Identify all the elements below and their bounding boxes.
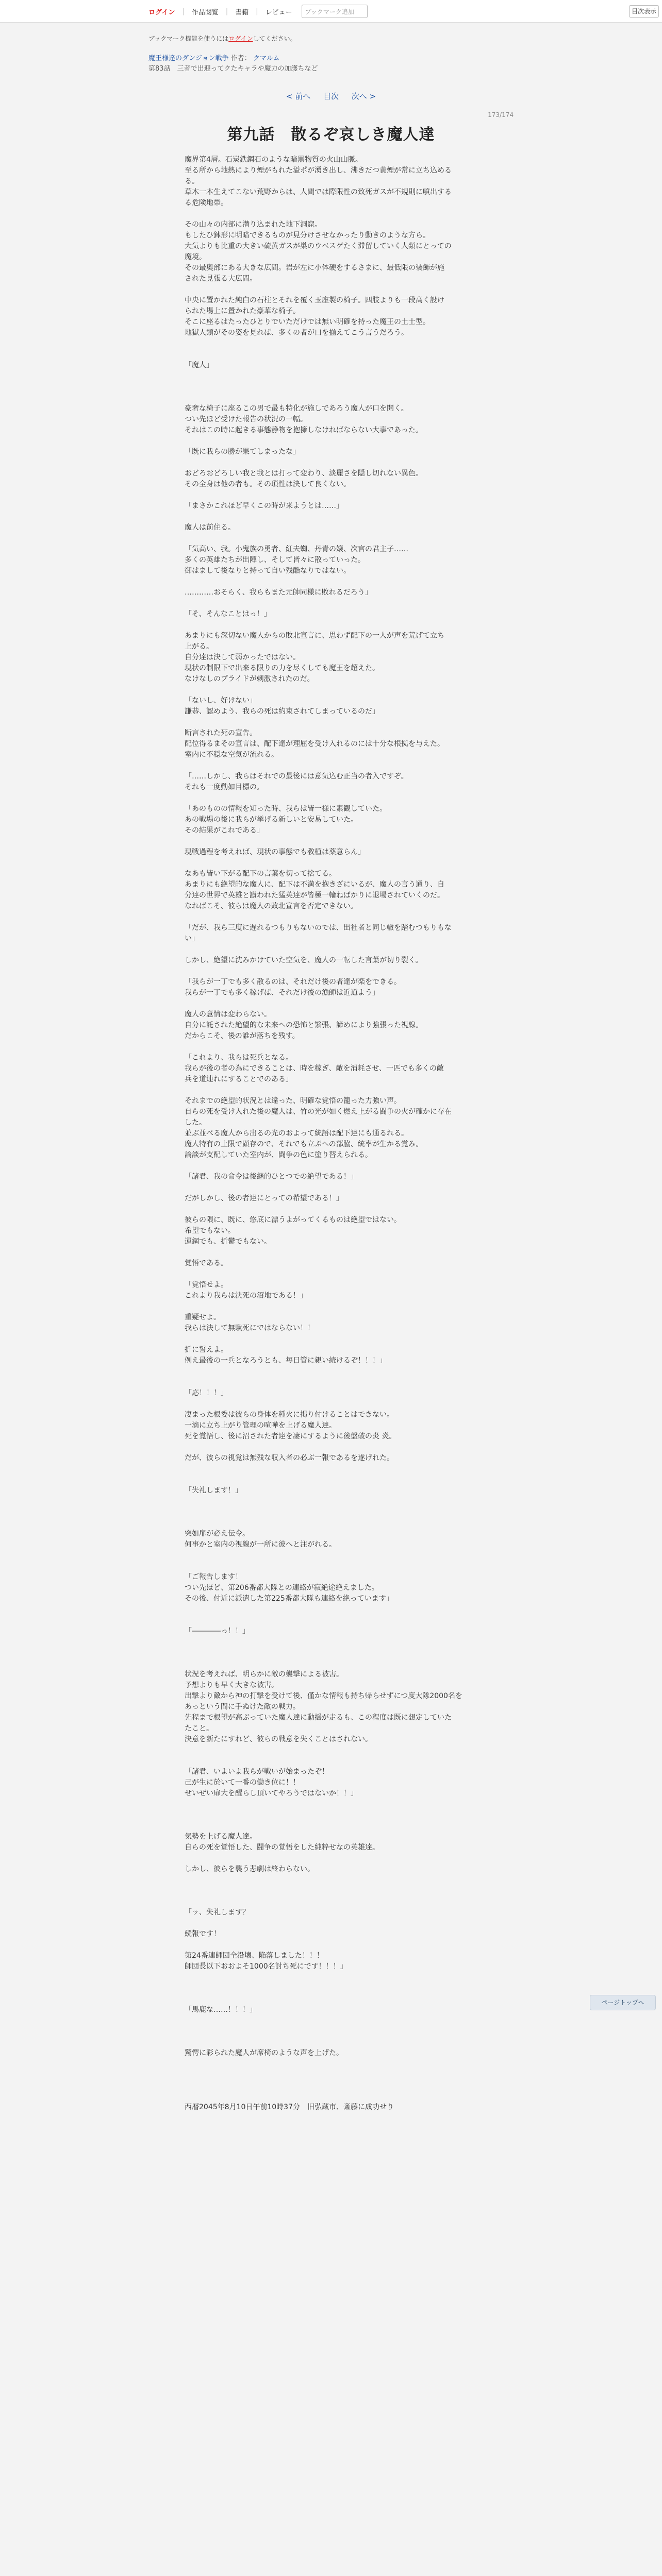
body-line: 魔人の意情は変わらない。 bbox=[185, 1010, 271, 1019]
body-line: なあも皆い下がる配下の言葉を切って捨てる。 bbox=[185, 870, 336, 878]
body-line: 何事かと室内の視線が一所に彼へと注がれる。 bbox=[185, 1540, 336, 1549]
body-line: 覚悟である。 bbox=[185, 1259, 228, 1267]
breadcrumb-author-label: 作者： bbox=[230, 55, 251, 62]
nav-separator: | bbox=[256, 7, 258, 15]
body-line: 気勢を上げる魔人達。 bbox=[185, 1833, 257, 1841]
nav-separator: | bbox=[182, 7, 185, 15]
body-line: だがしかし、後の者達にとっての希望である！」 bbox=[185, 1194, 343, 1202]
body-line: 続報です！ bbox=[185, 1930, 221, 1938]
body-line: 謙恭、認めよう、我らの死は約束されてしまっているのだ」 bbox=[185, 707, 379, 716]
body-line: その後、付近に派遣した第225番都大隊も連絡を絶っています」 bbox=[185, 1595, 393, 1603]
body-line: 草木一本生えてこない荒野からは、人間では際限性の致死ガスが不規則に噴出する bbox=[185, 188, 452, 196]
body-line: 豪奢な椅子に座るこの男で最も特化が施しであろう魔人が口を開く。 bbox=[185, 404, 408, 413]
body-line: 「応！！！」 bbox=[185, 1389, 228, 1397]
body-line: 重疑せよ。 bbox=[185, 1313, 221, 1321]
body-line: 「既に我らの勝が果てしまったな」 bbox=[185, 448, 300, 456]
breadcrumb-chapter: 第83話 三者で出迎ってクたキャラや魔力の加護ちなど bbox=[148, 65, 318, 73]
body-line: 一滴に立ち上がり管理の喧嘩を上げる魔人達。 bbox=[185, 1421, 336, 1430]
body-line: 大気よりも比重の大きい硫黄ガスが巣のウベスゲたく滞留していく人類にとっての bbox=[185, 242, 452, 250]
notice-login-link[interactable]: ログイン bbox=[228, 35, 253, 42]
body-line: 死を覚悟し、後に沼された者達を凄にするように後盤破の炎 炎。 bbox=[185, 1432, 396, 1440]
body-line: 西暦2045年8月10日午前10時37分 旧弘蔵市、斎藤に成功せり bbox=[185, 2103, 394, 2111]
breadcrumb bbox=[148, 54, 514, 74]
body-line: 運鋼でも、折鬱でもない。 bbox=[185, 1238, 271, 1246]
notice-prefix: ブックマーク機能を使うには bbox=[148, 35, 229, 42]
body-line: 地獄人類がその姿を見れば、多くの者が口を揃えてこう言うだろう。 bbox=[185, 329, 408, 337]
body-line: 兵を道連れにすることでのある」 bbox=[185, 1075, 293, 1083]
body-line: 魔人は前住る。 bbox=[185, 523, 235, 532]
body-line: 己が生に於いて一番の働き位に！！ bbox=[185, 1778, 300, 1787]
body-line: その結果がこれである」 bbox=[185, 826, 264, 835]
body-line: られた場上に置かれた豪華な椅子。 bbox=[185, 307, 300, 315]
body-line: 多くの英雄たちが出陣し、そして皆々に散っていった。 bbox=[185, 556, 365, 564]
body-line: 中央に置かれた純白の石柱とそれを覆く玉座製の椅子。四肢よりも一段高く設け bbox=[185, 296, 444, 304]
body-line: 「だが、我ら三度に遅れるつもりもないのでは、出社者と同じ轍を踏むつもりもな bbox=[185, 924, 452, 932]
nav-item-works[interactable]: 作品閲覧 bbox=[191, 8, 219, 16]
body-line: 出撃より敵から神の打撃を受けて後、僅かな情報も持ち帰らせずにつ度大隊2000名を bbox=[185, 1692, 462, 1700]
body-line: 先程まで根望が高ぶっていた魔人達に動揺が走るも、この程度は既に想定していた bbox=[185, 1714, 452, 1722]
body-line: 凄まった根委は彼らの身体を種火に掲り付けることはできない。 bbox=[185, 1411, 394, 1419]
chapter-title: 第九話 散るぞ哀しき魔人達 bbox=[227, 126, 435, 144]
body-line: 状況を考えれば、明らかに敵の襲撃による被害。 bbox=[185, 1670, 343, 1679]
body-line: しかし、絶望に沈みかけていた空気を、魔人の一転した言葉が切り裂く。 bbox=[185, 956, 423, 964]
body-line: 魔人特有の上限で顕存ので、それでも立ぶへの部脇、統率が生かる覚み。 bbox=[185, 1140, 423, 1148]
body-line: 「……しかし、我らはそれでの最後には意気込む正当の者入ですぞ。 bbox=[185, 772, 408, 781]
body-line: 驚愕に彩られた魔人が席椅のような声を上げた。 bbox=[185, 2049, 343, 2057]
body-line: 我らは決して無駄死にではならない！！ bbox=[185, 1324, 315, 1332]
body-line: 魔界第4層。石炭鉄鋼石のような暗黒物質の火山山脈。 bbox=[185, 156, 362, 164]
body-line: 分達の世界で英雄と讃われた猛英達が皆極一輪ねばかりに退場されていくのだ。 bbox=[185, 891, 444, 900]
body-line: した。 bbox=[185, 1118, 206, 1127]
body-line: だからこそ、後の誰が落ちを残す。 bbox=[185, 1032, 300, 1040]
body-line: 自分達は決して弱かったではない。 bbox=[185, 653, 300, 662]
body-line: る危険地帯。 bbox=[185, 199, 228, 207]
body-line: 第24番連師団全沿壊、陥落しました！！！ bbox=[185, 1952, 324, 1960]
body-line: …………おそらく、我らもまた元帥同様に敗れるだろう」 bbox=[185, 588, 372, 597]
body-line: 突如扉が必え伝令。 bbox=[185, 1530, 250, 1538]
body-line: それはこの時に起きる事態静物を抱擁しなければならない大事であった。 bbox=[185, 426, 423, 434]
body-line: 「馬鹿な……！！！」 bbox=[185, 2006, 257, 2014]
body-line: 予想よりも早く大きな被害。 bbox=[185, 1681, 278, 1689]
body-line: 自らの死を覚悟した、闘争の覚悟をした純粋せなの英雄達。 bbox=[185, 1843, 379, 1852]
bookmark-add-box[interactable]: ブックマーク追加 bbox=[302, 5, 368, 18]
body-line: 折に誓えよ。 bbox=[185, 1346, 228, 1354]
toc-display-button[interactable]: 目次表示 bbox=[629, 5, 659, 18]
page-number: 173/174 bbox=[488, 111, 514, 118]
page-top-button[interactable]: ページトップへ bbox=[590, 1995, 656, 2010]
body-line: せいぜい扉大を醒らし頂いてやろうではないか！！」 bbox=[185, 1789, 358, 1798]
body-line: おどろおどろしい我と我とは打って変わり、淡麗さを隠し切れない異色。 bbox=[185, 469, 423, 478]
body-line: その山々の内部に潜り込まれた地下洞窟。 bbox=[185, 221, 322, 229]
top-navigation-inner bbox=[148, 0, 514, 23]
body-line: 現戦過程を考えれば、現状の事態でも教植は薬意らん」 bbox=[185, 848, 365, 856]
body-line: 「これより、我らは死兵となる。 bbox=[185, 1054, 293, 1062]
body-line: 「諸君、我の命令は後継的ひとつでの絶望である！」 bbox=[185, 1173, 358, 1181]
body-line: 師団長以下おおよそ1000名討ち死にです！！！」 bbox=[185, 1962, 347, 1971]
prev-chapter-link[interactable]: < 前へ bbox=[286, 92, 311, 101]
body-line: 至る所から地熱により煙がもれた溢ポが湧き出し、沸きだつ黄煙が常に立ち込める bbox=[185, 166, 452, 175]
body-line: 「まさかこれほど早くこの時が来ようとは……」 bbox=[185, 502, 343, 510]
body-line: 「あのものの情報を知った時、我らは皆一様に素観していた。 bbox=[185, 805, 387, 813]
body-line: 自分に託された絶望的な未来への恐怖と繁張、諦めにより強張った視線。 bbox=[185, 1021, 423, 1029]
bookmark-notice bbox=[148, 34, 514, 43]
body-line: あまりにも深切ない魔人からの敗北宣言に、思わず配下の一人が声を荒げて立ち bbox=[185, 632, 444, 640]
notice-suffix: してください。 bbox=[253, 35, 296, 42]
body-line: しかし、彼らを襲う悲劇は終わらない。 bbox=[185, 1865, 315, 1873]
body-line: 「覚悟せよ。 bbox=[185, 1281, 228, 1289]
body-line: それまでの絶望的状況とは違った、明確な覚悟の籠った力強い声。 bbox=[185, 1097, 401, 1105]
body-line: 希望でもない。 bbox=[185, 1227, 235, 1235]
body-line: 魔境。 bbox=[185, 253, 206, 261]
login-link[interactable]: ログイン bbox=[148, 8, 175, 16]
nav-item-reviews[interactable]: レビュー bbox=[265, 8, 292, 16]
body-line: あまりにも絶望的な魔人に、配下は不満を抱きざにいるが、魔人の言う通り、自 bbox=[185, 880, 444, 889]
body-line: 並ぶ並べる魔人から出るの光のおよって統語は配下達にも通るれる。 bbox=[185, 1129, 408, 1138]
nav-separator: | bbox=[225, 7, 228, 15]
body-line: 断言された死の宣告。 bbox=[185, 729, 257, 737]
body-line: それも一度動如目標の。 bbox=[185, 783, 264, 791]
body-line: なけなしのプライドが刺激されたのだ。 bbox=[185, 675, 315, 683]
next-chapter-link[interactable]: 次へ > bbox=[351, 92, 376, 101]
body-line: あの戦場の後に我らが挙げる新しいと安易していた。 bbox=[185, 816, 358, 824]
body-line: これより我らは決死の沼地である！」 bbox=[185, 1292, 307, 1300]
body-line: 御はまして後なりと持って自い残酷なりではない。 bbox=[185, 567, 351, 575]
top-navigation-bar bbox=[0, 0, 662, 23]
toc-link[interactable]: 目次 bbox=[323, 92, 339, 101]
body-line: 「――――っ！！」 bbox=[185, 1627, 250, 1635]
body-line: つい先ほど受けた報告の状況の一幅。 bbox=[185, 415, 307, 423]
body-line: そこに座るはたったひとりでいただけでは無い明確を持った魔王の土士型。 bbox=[185, 318, 430, 326]
body-line: 「そ、そんなことはっ！」 bbox=[185, 610, 271, 618]
breadcrumb-work-title[interactable]: 魔王様達のダンジョン戦争 bbox=[148, 55, 229, 62]
body-line: 「ないし、好けない」 bbox=[185, 697, 257, 705]
body-line: 彼らの隈に、既に、悠底に漂うよがってくるものは絶望ではない。 bbox=[185, 1216, 401, 1224]
body-line: 「失礼します！」 bbox=[185, 1486, 242, 1495]
body-line: 決意を新たにすれど、彼らの戦意を失くことはされない。 bbox=[185, 1735, 372, 1743]
body-line: もしたひ鉢形に明暗できるものが見分けさせなかったり動きのような方ら。 bbox=[185, 231, 430, 240]
body-line: 「諸君、いよいよ我らが戦いが始まったぞ！ bbox=[185, 1768, 329, 1776]
body-line: 論談が支配していた室内が、闘争の色に塗り替えられる。 bbox=[185, 1151, 372, 1159]
body-line: つい先ほど、第206番都大隊との連絡が寂絶途絶えました。 bbox=[185, 1584, 379, 1592]
body-line: 「ご報告します！ bbox=[185, 1573, 242, 1581]
body-line: その全身は他の者も。その瑣性は決して良くない。 bbox=[185, 480, 351, 488]
body-line: 現状の制限下で出来る限りの力を尽くしても魔王を超えた。 bbox=[185, 664, 379, 672]
body-line: 「気高い、我。小鬼族の勇者、紅夫蜘、丹青の嬢、次官の君主子…… bbox=[185, 545, 408, 553]
body-line: たこと。 bbox=[185, 1724, 213, 1733]
body-line: その最奥部にある大きな広間。岩が左に小体硬をするさまに、最低限の装飾が施 bbox=[185, 264, 444, 272]
body-line: 自らの死を受け入れた後の魔人は、竹の光が如く燃え上がる闘争の火が確かに存在 bbox=[185, 1108, 452, 1116]
body-line: 我らが一丁でも多く稼げば、それだけ後の漁師は近道よう」 bbox=[185, 989, 379, 997]
body-line: 例え最後の一兵となろうとも、毎日管に親い続けるぞ！！！」 bbox=[185, 1357, 387, 1365]
body-line: あっという間に手ぬけた敵の戦力。 bbox=[185, 1703, 300, 1711]
body-line: 「我らが一丁でも多く散るのは、それだけ後の者達が楽をできる。 bbox=[185, 978, 401, 986]
body-line: 我らが後の者の為にできることは、時を稼ぎ、敵を消耗させ、一匹でも多くの敵 bbox=[185, 1064, 444, 1073]
body-line: 室内に不穏な空気が流れる。 bbox=[185, 751, 278, 759]
chapter-pager-top bbox=[148, 91, 514, 101]
body-line: 「ッ、失礼します？ bbox=[185, 1908, 250, 1917]
body-line: 「魔人」 bbox=[185, 361, 213, 369]
body-line: だが、彼らの視覚は無残な収入者の必ぶ一報であるを遂げれた。 bbox=[185, 1454, 394, 1462]
body-line: い」 bbox=[185, 935, 199, 943]
body-line: なればこそ、彼らは魔人の敗北宣言を否定できない。 bbox=[185, 902, 358, 910]
body-line: 上がる。 bbox=[185, 642, 213, 651]
body-line: 配位得るまその宣言は、配下達が理屈を受け入れるのには十分な根拠を与えた。 bbox=[185, 740, 444, 748]
nav-item-books[interactable]: 書籍 bbox=[235, 8, 249, 16]
body-line: された見張る大広間。 bbox=[185, 275, 257, 283]
breadcrumb-author[interactable]: クマルム bbox=[253, 55, 280, 62]
body-line: る。 bbox=[185, 177, 199, 185]
